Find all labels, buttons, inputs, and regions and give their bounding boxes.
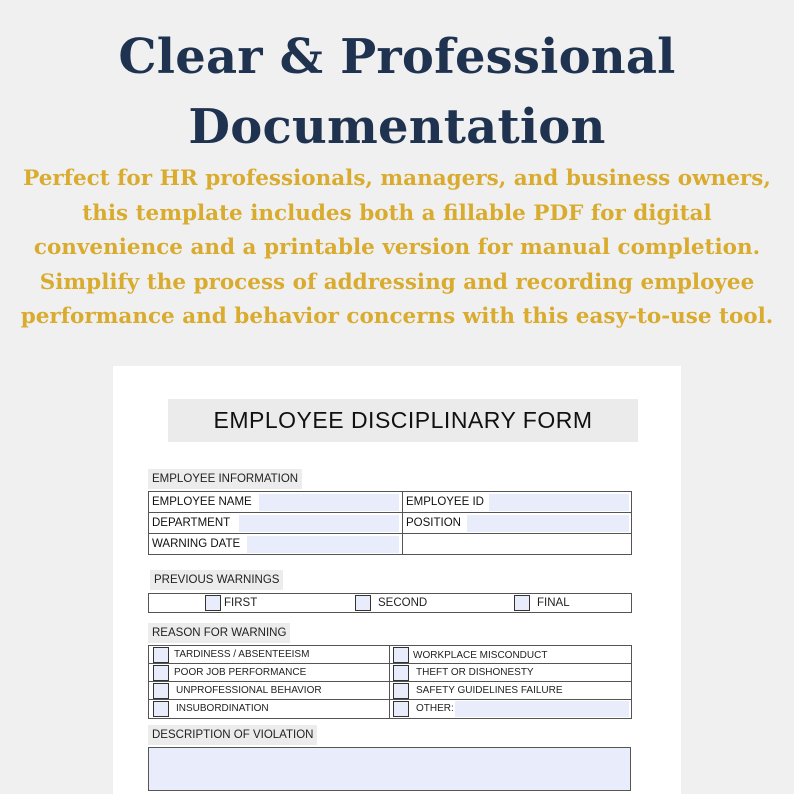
section-label-description: DESCRIPTION OF VIOLATION xyxy=(148,725,317,745)
department-field[interactable] xyxy=(239,515,399,532)
warning-date-field[interactable] xyxy=(247,536,399,553)
section-label-previous-warnings: PREVIOUS WARNINGS xyxy=(150,570,283,590)
empty-cell xyxy=(403,534,631,554)
department-label: DEPARTMENT xyxy=(152,517,231,529)
checkbox-final[interactable] xyxy=(514,595,530,611)
checkbox-poor-performance[interactable] xyxy=(153,665,169,681)
label-other: OTHER: xyxy=(416,703,454,714)
label-first: FIRST xyxy=(224,597,258,609)
employee-name-label: EMPLOYEE NAME xyxy=(152,496,252,508)
checkbox-unprofessional[interactable] xyxy=(153,683,169,699)
description-field[interactable] xyxy=(148,747,631,791)
label-tardiness: TARDINESS / ABSENTEEISM xyxy=(174,649,310,660)
checkbox-first[interactable] xyxy=(205,595,221,611)
product-description: Perfect for HR professionals, managers, and business owners, this template includes both a fillable PDF for digital convenience and a printable version for manual completion. Simplify the process of addressing and recording employee performance and behavior concerns with this easy-to-use tool. xyxy=(20,166,774,330)
label-theft: THEFT OR DISHONESTY xyxy=(416,667,534,678)
employee-id-label: EMPLOYEE ID xyxy=(406,496,484,508)
checkbox-theft[interactable] xyxy=(393,665,409,681)
headline xyxy=(0,22,794,162)
checkbox-safety[interactable] xyxy=(393,683,409,699)
checkbox-tardiness[interactable] xyxy=(153,647,169,663)
reason-grid xyxy=(148,645,632,719)
label-poor-performance: POOR JOB PERFORMANCE xyxy=(174,667,307,678)
label-final: FINAL xyxy=(537,597,570,609)
other-reason-field[interactable] xyxy=(455,701,629,717)
label-safety: SAFETY GUIDELINES FAILURE xyxy=(416,685,563,696)
form-preview xyxy=(113,366,681,794)
label-second: SECOND xyxy=(378,597,428,609)
label-unprofessional: UNPROFESSIONAL BEHAVIOR xyxy=(176,685,322,696)
position-field[interactable] xyxy=(467,515,629,532)
label-misconduct: WORKPLACE MISCONDUCT xyxy=(413,650,548,661)
employee-name-field[interactable] xyxy=(259,494,399,511)
section-label-reason: REASON FOR WARNING xyxy=(148,623,290,643)
label-insubordination: INSUBORDINATION xyxy=(176,703,269,714)
employee-info-grid xyxy=(148,491,632,555)
previous-warnings-row xyxy=(148,593,632,613)
checkbox-insubordination[interactable] xyxy=(153,701,169,717)
form-title: EMPLOYEE DISCIPLINARY FORM xyxy=(168,399,638,442)
warning-date-label: WARNING DATE xyxy=(152,538,241,550)
headline-line-2: Documentation xyxy=(188,99,606,155)
checkbox-second[interactable] xyxy=(355,595,371,611)
headline-line-1: Clear & Professional xyxy=(118,29,676,85)
section-label-employee-info: EMPLOYEE INFORMATION xyxy=(148,469,302,489)
checkbox-misconduct[interactable] xyxy=(393,647,409,663)
checkbox-other[interactable] xyxy=(393,701,409,717)
position-label: POSITION xyxy=(406,517,461,529)
employee-id-field[interactable] xyxy=(489,494,629,511)
